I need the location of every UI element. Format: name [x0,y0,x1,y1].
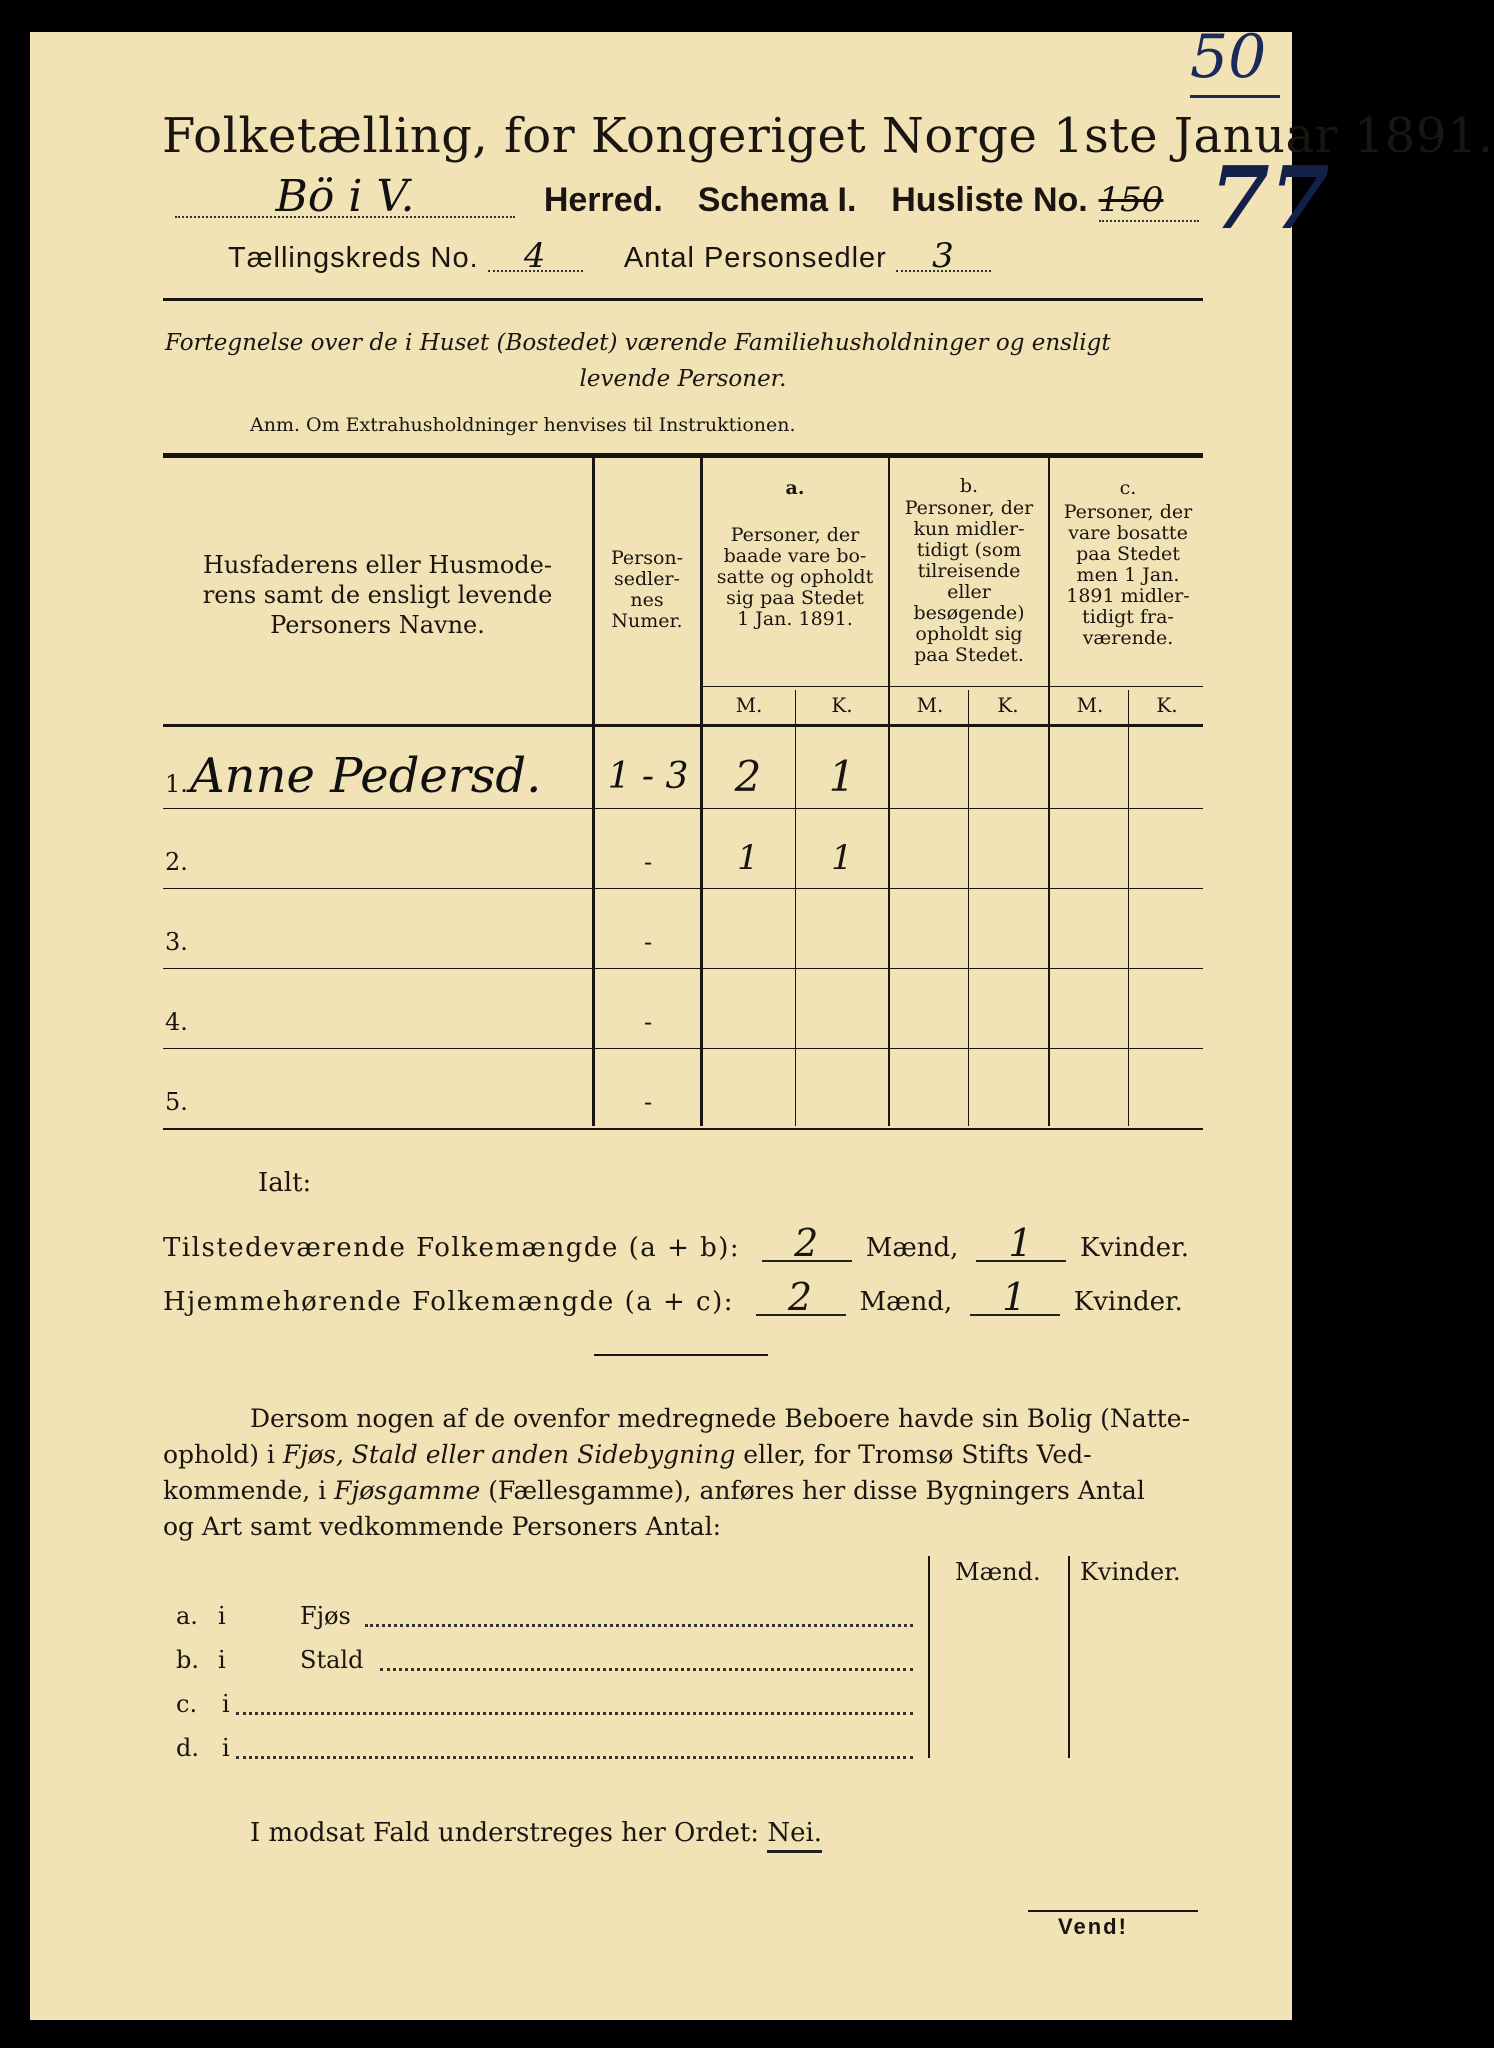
col-header-num [596,548,698,632]
personsedler-label: Antal Personsedler [623,242,887,274]
col-header-b-line: tilreisende [917,560,1021,582]
a-k-value: 1 [831,838,853,878]
buildings-para-1: Dersom nogen af de ovenfor medregnede Beboere havde sin Bolig (Natte- [250,1404,1191,1433]
hjemme-m-value: 2 [756,1280,846,1316]
vend-rule [1028,1910,1198,1912]
building-letter: c. [176,1690,198,1718]
col-divider [592,458,595,1126]
intro-line-1: Fortegnelse over de i Huset (Bostedet) værende Familiehusholdninger og ensligt [165,330,1111,356]
col-header-c-line: værende. [1082,627,1174,649]
building-letter: d. [176,1734,199,1762]
buildings-divider [1068,1556,1070,1758]
maend-label: Mænd, [859,1287,953,1317]
col-header-name-line: rens samt de ensligt levende [202,581,553,609]
nei-line [250,1818,822,1848]
corner-number-underline [1190,95,1280,98]
kreds-label: Tællingskreds No. [228,242,479,274]
corner-number-main: 77 [1210,148,1330,249]
kreds-line [228,236,991,276]
mk-divider [795,690,796,1126]
k-label: K. [997,693,1019,717]
col-header-name-line: Husfaderens eller Husmode- [203,551,552,579]
col-header-num-line: Numer. [611,610,683,632]
building-label: Stald [300,1646,364,1674]
building-dots [236,1712,913,1715]
header-divider [163,298,1203,301]
col-header-c-line: tidigt fra- [1082,606,1174,628]
maend-label: Mænd, [865,1233,959,1263]
tilst-k-value: 1 [976,1226,1066,1262]
k-label: K. [831,693,853,717]
person-name: Anne Pedersd. [190,748,542,804]
corner-number-top: 50 [1190,22,1267,92]
m-label: M. [916,693,944,717]
hjemme-line [163,1275,1183,1319]
col-header-b-line: Personer, der [904,497,1034,519]
herred-value: Bö i V. [175,178,515,218]
col-header-a-line: Personer, der [730,524,860,546]
ialt-label: Ialt: [258,1168,312,1198]
anm-note: Anm. Om Extrahusholdninger henvises til Instruktionen. [250,414,796,436]
col-header-a [704,525,886,630]
herred-label: Herred. [543,181,663,219]
row-number: 1. [165,770,188,798]
m-label: M. [735,693,763,717]
building-prefix: i [218,1602,226,1630]
col-header-a-line: baade vare bo- [723,545,867,567]
building-letter: b. [176,1646,199,1674]
col-header-b-line: opholdt sig [915,623,1023,645]
col-header-c-line: paa Stedet [1076,543,1180,565]
sedler-number: - [643,848,653,876]
mk-divider [968,690,969,1126]
col-header-a-line: 1 Jan. 1891. [737,608,853,630]
buildings-para-3 [163,1476,1145,1505]
buildings-text-italic: Fjøsgamme [334,1476,481,1505]
mk-header-rule [702,686,1203,687]
sedler-number: 1 - 3 [607,756,689,797]
row-number: 4. [165,1008,188,1036]
col-b-letter: b. [959,475,979,497]
k-label: K. [1156,693,1178,717]
vend-label: Vend! [1058,1914,1128,1939]
row-line [163,888,1203,889]
schema-label: Schema I. [697,181,857,219]
a-m-value: 2 [734,752,762,801]
col-c-letter: c. [1119,477,1137,499]
kvinder-label: Kvinder. [1073,1287,1183,1317]
tilst-label: Tilstedeværende Folkemængde (a + b): [163,1233,741,1263]
col-divider [700,458,703,1126]
col-header-num-line: nes [630,589,664,611]
building-label: Fjøs [300,1602,351,1630]
col-header-c-line: men 1 Jan. [1076,564,1180,586]
col-header-b-line: paa Stedet. [914,644,1024,666]
sedler-number: - [643,928,653,956]
building-prefix: i [222,1690,230,1718]
row-line [163,968,1203,969]
buildings-col-m: Mænd. [955,1558,1041,1586]
col-header-b-line: besøgende) [913,602,1025,624]
kreds-value: 4 [488,242,583,272]
row-line [163,808,1203,809]
row-number: 5. [165,1088,188,1116]
building-prefix: i [218,1646,226,1674]
kvinder-label: Kvinder. [1079,1233,1190,1263]
table-top-rule [163,453,1203,458]
section-divider [594,1354,768,1356]
husliste-value: 150 [1099,180,1199,222]
buildings-text-italic: Fjøs, Stald eller anden Sidebygning [282,1440,736,1469]
buildings-para-2 [163,1440,1092,1469]
building-dots [380,1668,913,1671]
col-header-c-line: Personer, der [1063,501,1193,523]
table-bottom-rule [163,1128,1203,1130]
col-header-num-line: Person- [610,547,684,569]
col-header-b-line: eller [947,581,991,603]
nei-text: I modsat Fald understreges her Ordet: [250,1818,760,1848]
form-title: Folketælling, for Kongeriget Norge 1ste Januar 1891. [162,108,1494,164]
buildings-text: eller, for Tromsø Stifts Ved- [735,1440,1092,1469]
table-header-rule [163,724,1203,727]
col-header-num-line: sedler- [614,568,680,590]
personsedler-value: 3 [896,242,991,272]
buildings-divider [928,1556,930,1758]
tilst-m-value: 2 [762,1226,852,1262]
col-header-a-line: satte og opholdt [716,566,874,588]
col-header-name [170,550,585,640]
col-header-c-line: 1891 midler- [1066,585,1190,607]
building-prefix: i [222,1734,230,1762]
col-header-b-line: tidigt (som [916,539,1022,561]
col-header-a-line: sig paa Stedet [726,587,864,609]
herred-line [175,171,1199,222]
col-header-b [892,498,1046,666]
a-m-value: 1 [737,838,759,878]
row-number: 3. [165,928,188,956]
col-divider [1048,458,1050,1126]
building-dots [236,1756,913,1759]
hjemme-k-value: 1 [970,1280,1060,1316]
buildings-para-4: og Art samt vedkommende Personers Antal: [163,1512,722,1541]
tilst-line [163,1221,1190,1265]
row-number: 2. [165,848,188,876]
m-label: M. [1076,693,1104,717]
sedler-number: - [643,1088,653,1116]
col-header-b-line: kun midler- [913,518,1025,540]
intro-line-2: levende Personer. [579,366,787,392]
col-header-name-line: Personers Navne. [270,611,485,639]
col-a-letter: a. [785,477,805,499]
nei-word: Nei. [767,1818,822,1853]
building-dots [365,1624,913,1627]
buildings-text: kommende, i [163,1476,335,1505]
row-line [163,1048,1203,1049]
husliste-label: Husliste No. [891,181,1088,219]
col-divider [888,458,890,1126]
col-header-c [1052,502,1204,649]
mk-divider [1128,690,1129,1126]
building-letter: a. [176,1602,198,1630]
buildings-text: ophold) i [163,1440,283,1469]
buildings-text: (Fællesgamme), anføres her disse Bygningers Antal [480,1476,1145,1505]
col-header-c-line: vare bosatte [1068,522,1188,544]
a-k-value: 1 [828,752,856,801]
hjemme-label: Hjemmehørende Folkemængde (a + c): [163,1287,734,1317]
buildings-col-k: Kvinder. [1080,1558,1181,1586]
sedler-number: - [643,1008,653,1036]
